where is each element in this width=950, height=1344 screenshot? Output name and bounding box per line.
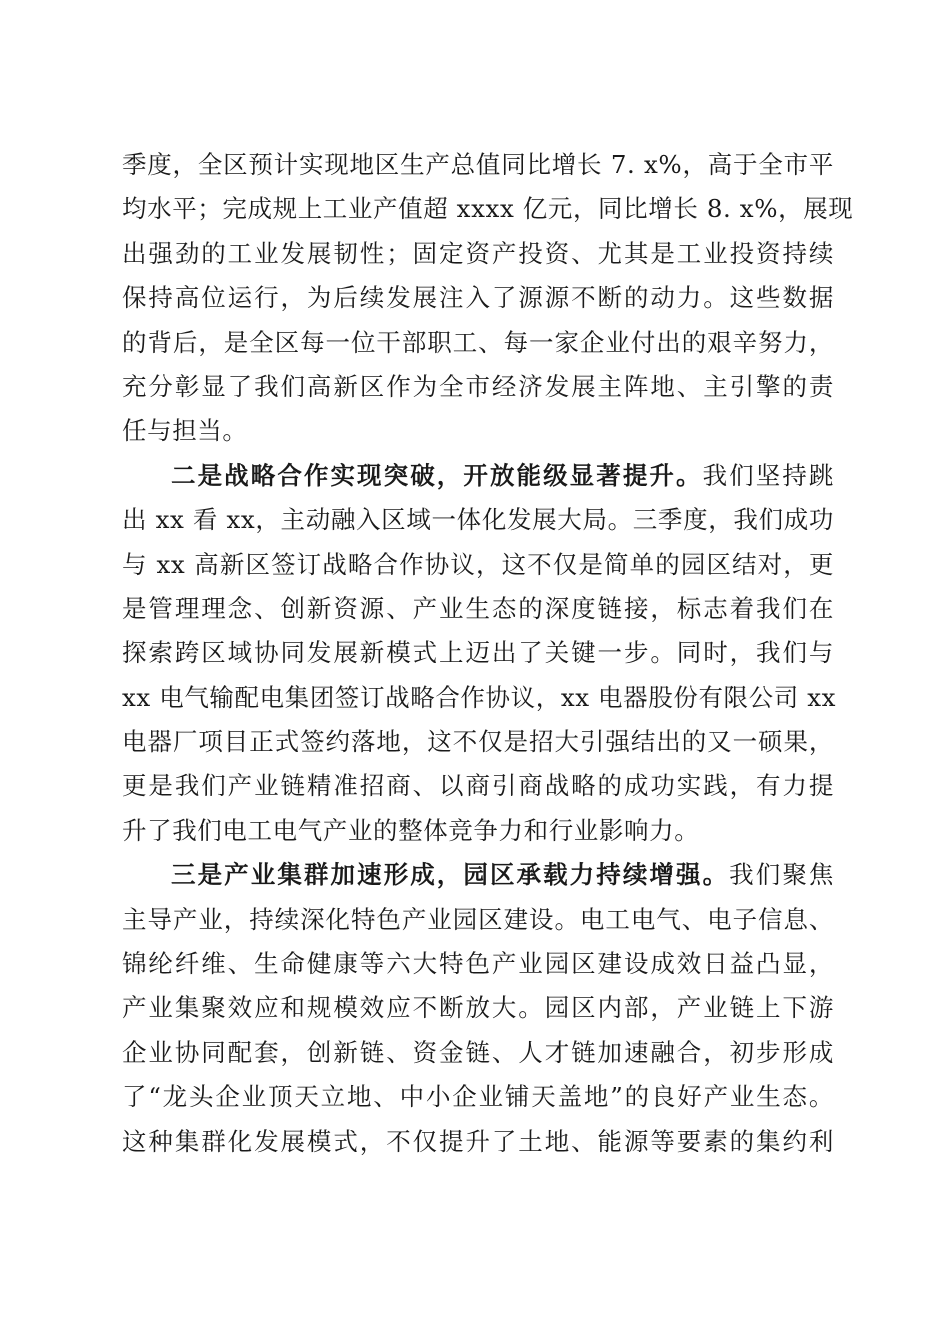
text-line: 均水平；完成规上工业产值超 xxxx 亿元，同比增长 8. x%，展现	[122, 194, 854, 224]
text-line: 的背后，是全区每一位干部职工、每一家企业付出的艰辛努力，	[122, 327, 834, 357]
paragraph-first-line	[122, 853, 834, 897]
text-line: 升了我们电工电气产业的整体竞争力和行业影响力。	[122, 815, 700, 845]
text-line: 企业协同配套，创新链、资金链、人才链加速融合，初步形成	[122, 1037, 834, 1067]
paragraph-economic-growth	[122, 143, 854, 454]
paragraph-industrial-cluster	[122, 853, 834, 1164]
paragraph-heading: 三是产业集群加速形成，园区承载力持续增强。	[171, 860, 730, 890]
text-line: 锦纶纤维、生命健康等六大特色产业园区建设成效日益凸显，	[122, 949, 834, 979]
text-line: 充分彰显了我们高新区作为全市经济发展主阵地、主引擎的责	[122, 371, 834, 401]
text-run: 我们聚焦	[729, 860, 834, 890]
paragraph-strategic-cooperation	[122, 454, 837, 854]
text-line: 任与担当。	[122, 416, 248, 446]
text-line: 季度，全区预计实现地区生产总值同比增长 7. x%，高于全市平	[122, 150, 834, 179]
text-line: 这种集群化发展模式，不仅提升了土地、能源等要素的集约利	[122, 1126, 834, 1156]
text-line: 更是我们产业链精准招商、以商引商战略的成功实践，有力提	[122, 771, 834, 801]
text-line: 出 xx 看 xx，主动融入区域一体化发展大局。三季度，我们成功	[122, 505, 834, 535]
document-body	[122, 143, 854, 1164]
text-line: 探索跨区域协同发展新模式上迈出了关键一步。同时，我们与	[122, 638, 834, 668]
paragraph-first-line	[122, 454, 834, 498]
text-line: 保持高位运行，为后续发展注入了源源不断的动力。这些数据	[122, 283, 834, 313]
text-line: 产业集聚效应和规模效应不断放大。园区内部，产业链上下游	[122, 993, 834, 1023]
text-line: 主导产业，持续深化特色产业园区建设。电工电气、电子信息、	[122, 904, 834, 934]
text-line: 出强劲的工业发展韧性；固定资产投资、尤其是工业投资持续	[122, 238, 834, 268]
text-line: 与 xx 高新区签订战略合作协议，这不仅是简单的园区结对，更	[122, 549, 834, 579]
text-line: xx 电气输配电集团签订战略合作协议，xx 电器股份有限公司 xx	[122, 682, 837, 712]
paragraph-heading: 二是战略合作实现突破，开放能级显著提升。	[171, 460, 703, 490]
text-line: 了“龙头企业顶天立地、中小企业铺天盖地”的良好产业生态。	[122, 1082, 834, 1112]
text-run: 我们坚持跳	[702, 460, 835, 490]
text-line: 电器厂项目正式签约落地，这不仅是招大引强结出的又一硕果，	[122, 727, 834, 757]
text-line: 是管理理念、创新资源、产业生态的深度链接，标志着我们在	[122, 593, 834, 623]
